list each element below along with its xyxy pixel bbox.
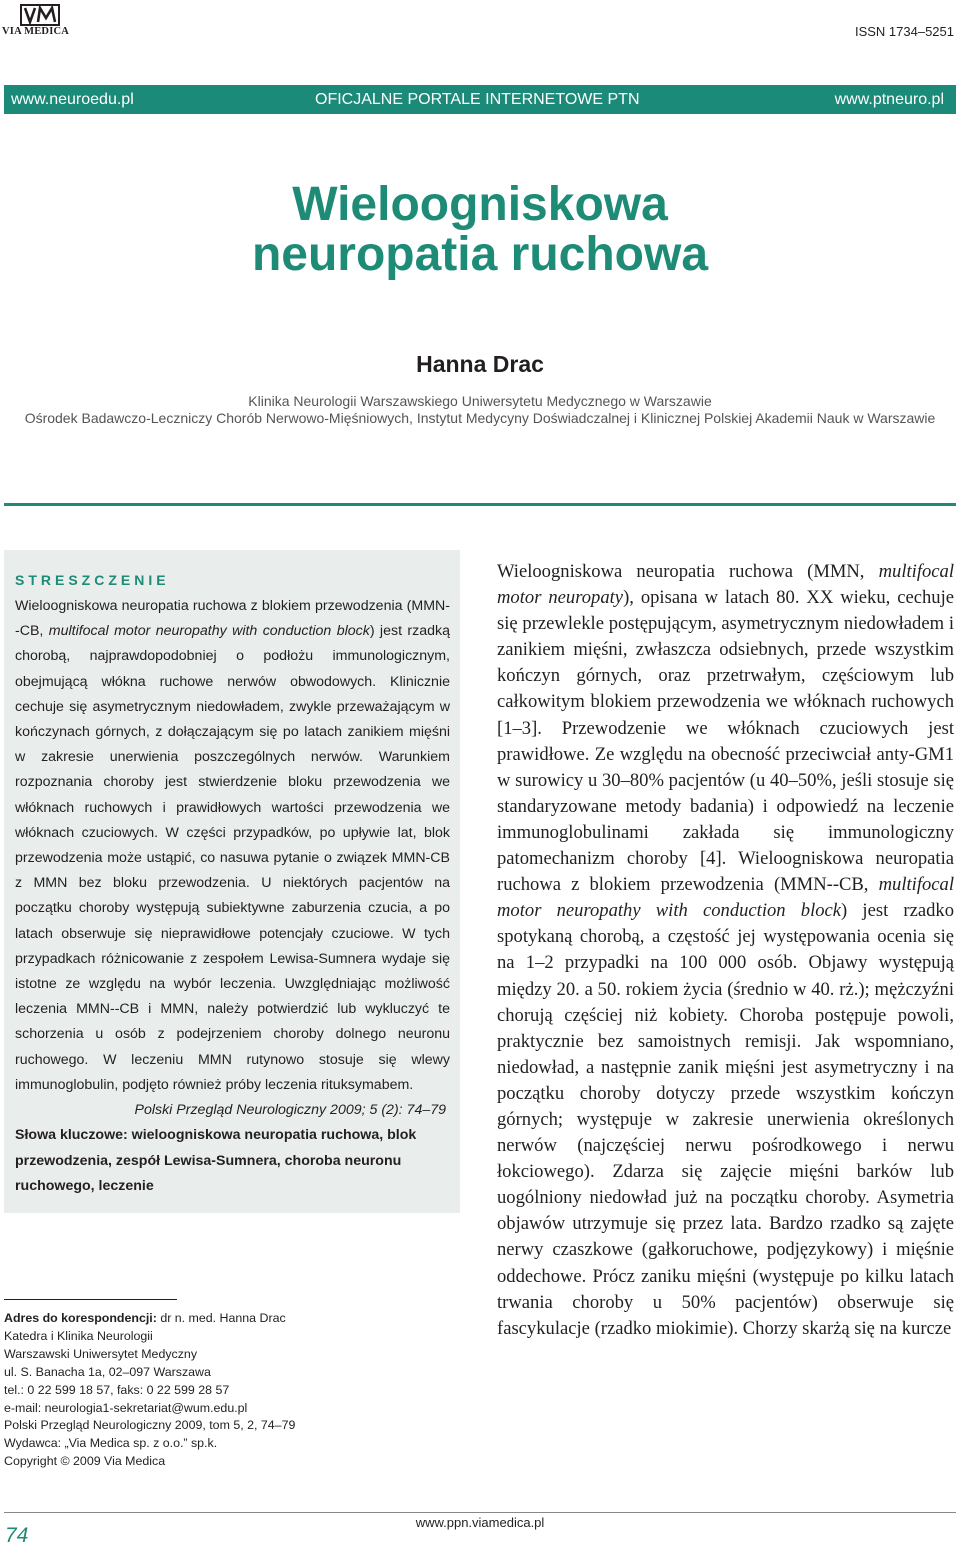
correspondence-block [4, 1310, 295, 1471]
link-neuroedu[interactable]: www.neuroedu.pl [11, 91, 134, 108]
author-name: Hanna Drac [416, 351, 544, 377]
portal-bar-title: OFICJALNE PORTALE INTERNETOWE PTN [315, 91, 640, 108]
correspondence-line: ul. S. Banacha 1a, 02–097 Warszawa [4, 1364, 211, 1379]
footer-url[interactable]: www.ppn.viamedica.pl [415, 1515, 545, 1530]
abstract-heading: STRESZCZENIE [15, 572, 170, 588]
affiliation-2: Ośrodek Badawczo-Leczniczy Chorób Nerwowo-Mięśniowych, Instytut Medycyny Doświadczalnej i Klinicznej Polskiej Akademii Nauk w Warszawie [24, 410, 936, 426]
correspondence-divider [4, 1299, 177, 1300]
abstract-keywords: Słowa kluczowe: wieloogniskowa neuropatia ruchowa, blok przewodzenia, zespół Lewisa-Sumnera, choroba neuronu ruchowego, leczenie [15, 1127, 417, 1195]
copyright-line: Copyright © 2009 Via Medica [4, 1454, 166, 1469]
correspondence-line: Wydawca: „Via Medica sp. z o.o.” sp.k. [4, 1436, 218, 1451]
correspondence-line: Polski Przegląd Neurologiczny 2009, tom 5, 2, 74–79 [4, 1418, 296, 1433]
via-medica-logo [2, 4, 78, 38]
portal-bar [4, 85, 956, 114]
section-divider [4, 503, 956, 506]
footer-divider [4, 1512, 956, 1513]
article-title [0, 180, 960, 280]
correspondence-email[interactable]: e-mail: neurologia1-sekretariat@wum.edu.pl [4, 1400, 248, 1415]
abstract-box [4, 550, 460, 1213]
correspondence-line: tel.: 0 22 599 18 57, faks: 0 22 599 28 57 [4, 1382, 230, 1397]
article-title-line-2: neuropatia ruchowa [251, 228, 709, 281]
logo-text: VIA MEDICA [2, 26, 70, 37]
affiliation-1: Klinika Neurologii Warszawskiego Uniwersytetu Medycznego w Warszawie [248, 393, 712, 409]
vm-logo-icon [20, 4, 60, 26]
abstract-text: Wieloogniskowa neuropatia ruchowa z blokiem przewodzenia (MMN--CB, multifocal motor neuropathy with conduction block) jest rzadką chorobą, najprawdopodobniej o podłożu immunologicznym, obejmującą włókna ruchowe nerwów obwodowych. Klinicznie cechuje się asymetrycznym niedowładem, zwykle przeważającym w kończynach górnych, z dołączającym się po latach zanikiem mięśni w zakresie unerwienia poszczególnych nerwów. Warunkiem rozpoznania choroby jest stwierdzenie bloku przewodzenia we włóknach ruchowych i prawidłowych wartości przewodzenia we włóknach czuciowych. W części przypadków, po upływie lat, blok przewodzenia może ustąpić, co nasuwa pytanie o związek MMN-CB z MMN bez bloku przewodzenia. U niektórych pacjentów na początku choroby występują subiektywne zaburzenia czucia, a po latach obserwuje się nieprawidłowe potencjały czuciowe. W tych przypadkach różnicowanie z zespołem Lewisa-Sumnera wydaje się istotne ze względu na wybór leczenia. Uwzględniając możliwość leczenia MMN--CB i MMN, należy potwierdzić lub wykluczyć te schorzenia u osób z podejrzeniem choroby dolnego neuronu ruchowego. W leczeniu MMN rutynowo stosuje się wlewy immunoglobulin, podjęto również próby leczenia rituksymabem. [15, 598, 450, 1093]
link-ptneuro[interactable]: www.ptneuro.pl [834, 91, 944, 108]
correspondence-line: Katedra i Klinika Neurologii [4, 1328, 153, 1343]
abstract-citation: Polski Przegląd Neurologiczny 2009; 5 (2): 74–79 [134, 1102, 446, 1119]
page-number: 74 [5, 1524, 29, 1547]
body-text: Wieloogniskowa neuropatia ruchowa (MMN, multifocal motor neuropaty), opisana w latach 80. XX wieku, cechuje się przewlekle postępującym, asymetrycznym niedowładem i zanikiem mięśni, zwłaszcza odsiebnych, przede wszystkim kończyn górnych, oraz przetrwałym, częściowym lub całkowitym blokiem przewodzenia we włóknach ruchowych [1–3]. Przewodzenie we włóknach czuciowych jest prawidłowe. Ze względu na obecność przeciwciał anty-GM1 w surowicy u 30–80% pacjentów (u 40–50%, jeśli stosuje się standaryzowane metody badania) i odpowiedź na leczenie immunoglobulinami zakłada się immunologiczny patomechanizm choroby [4]. Wieloogniskowa neuropatia ruchowa z blokiem przewodzenia (MMN--CB, multifocal motor neuropathy with conduction block) jest rzadko spotykaną chorobą, a częstość jej występowania ocenia się na 1–2 przypadki na 100 000 osób. Objawy występują między 20. a 50. rokiem życia (średnio w 40. rż.); mężczyźni chorują częściej niż kobiety. Choroba postępuje powoli, praktycznie bez samoistnych remisji. Jak wspomniano, niedowład, a następnie zanik mięśni jest asymetryczny i na początku choroby dotyczy przede wszystkim kończyn górnych; występuje w zakresie unerwienia określonych nerwów (najczęściej nerwu pośrodkowego i nerwu łokciowego). Zdarza się zajęcie mięśni barków lub uogólniony niedowład już na początku choroby. Asymetria objawów utrzymuje się przez lata. Bardzo rzadko są zajęte nerwy czaszkowe (gałkoruchowe, podjęzykowy) i mięśnie oddechowe. Prócz zaniku mięśni (występuje po kilku latach trwania choroby u 50% pacjentów) obserwuje się fascykulacje (rzadko miokimie). Chorzy skarżą się na kurcze [497, 561, 954, 1339]
article-title-line-1: Wieloogniskowa [292, 178, 668, 231]
issn: ISSN 1734–5251 [854, 24, 954, 39]
correspondence-line: Warszawski Uniwersytet Medyczny [4, 1346, 198, 1361]
correspondence-name-line: Adres do korespondencji: dr n. med. Hanna Drac [4, 1311, 286, 1325]
